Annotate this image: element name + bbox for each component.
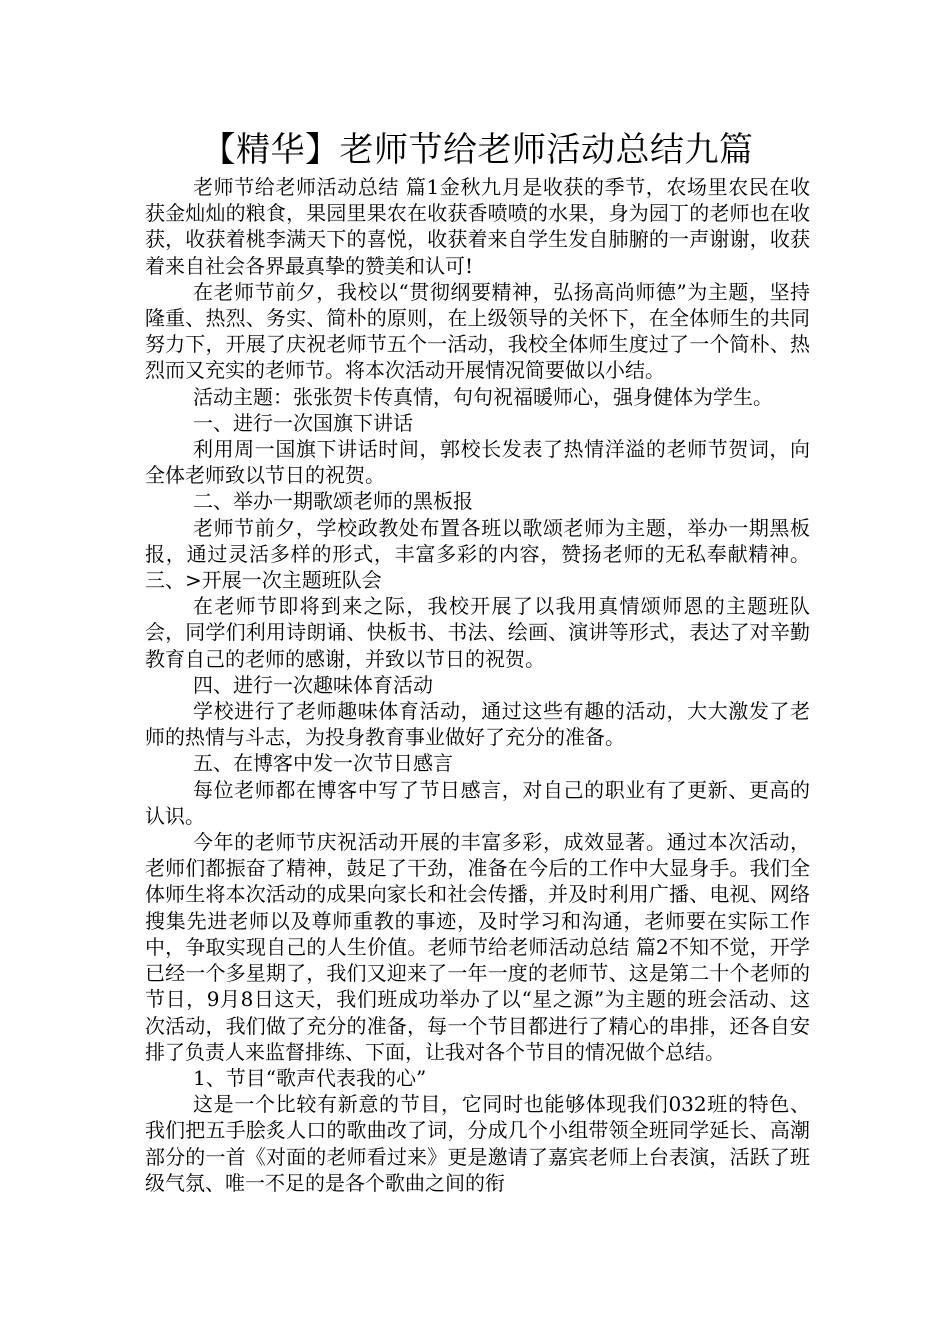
section-heading-2: 二、举办一期歌颂老师的黑板报	[193, 489, 473, 514]
paragraph-theme: 活动主题：张张贺卡传真情，句句祝福暖师心，强身健体为学生。	[193, 384, 773, 409]
paragraph-program-1: 这是一个比较有新意的节目，它同时也能够体现我们032班的特色、我们把五手脍炙人口的歌曲改了词，分成几个小组带领全班同学延长、高潮部分的一首《对面的老师看过来》更是邀请了嘉宾老师上台表演，活跃了班级气氛、唯一不足的是各个歌曲之间的衔	[145, 1092, 810, 1195]
section-heading-5: 五、在博客中发一次节日感言	[193, 751, 453, 776]
paragraph-section-4: 学校进行了老师趣味体育活动，通过这些有趣的活动，大大激发了老师的热情与斗志，为投身教育事业做好了充分的准备。	[145, 699, 810, 750]
document-title: 【精华】老师节给老师活动总结九篇	[201, 130, 754, 170]
section-heading-4: 四、进行一次趣味体育活动	[193, 672, 433, 697]
paragraph-section-5: 每位老师都在博客中写了节日感言，对自己的职业有了更新、更高的认识。	[145, 777, 810, 828]
paragraph-background: 在老师节前夕，我校以“贯彻纲要精神，弘扬高尚师德”为主题，坚持隆重、热烈、务实、简朴的原则，在上级领导的关怀下，在全体师生的共同努力下，开展了庆祝老师节五个一活动，我校全体师生度过了一个简朴、热烈而又充实的老师节。将本次活动开展情况简要做以小结。	[145, 279, 810, 383]
paragraph-summary: 今年的老师节庆祝活动开展的丰富多彩，成效显著。通过本次活动，老师们都振奋了精神，鼓足了干劲，准备在今后的工作中大显身手。我们全体师生将本次活动的成果向家长和社会传播，并及时利用广播、电视、网络搜集先进老师以及尊师重教的事迹，及时学习和沟通，老师要在实际工作中，争取实现自己的人生价值。老师节给老师活动总结 篇2不知不觉，开学已经一个多星期了，我们又迎来了一年一度的老师节、这是第二十个老师的节日，9月8日这天，我们班成功举办了以“星之源”为主题的班会活动、这次活动，我们做了充分的准备，每一个节目都进行了精心的串排，还各自安排了负责人来监督排练、下面，让我对各个节目的情况做个总结。	[145, 830, 810, 1064]
paragraph-section-3: 在老师节即将到来之际，我校开展了以我用真情颂师恩的主题班队会，同学们利用诗朗诵、快板书、书法、绘画、演讲等形式，表达了对辛勤教育自己的老师的感谢，并致以节日的祝贺。	[145, 594, 810, 671]
document-page	[145, 128, 810, 1196]
section-heading-1: 一、进行一次国旗下讲话	[193, 410, 413, 435]
program-heading-1: 1、节目“歌声代表我的心”	[193, 1065, 427, 1090]
paragraph-intro: 老师节给老师活动总结 篇1金秋九月是收获的季节，农场里农民在收获金灿灿的粮食，果园里果农在收获香喷喷的水果，身为园丁的老师也在收获，收获着桃李满天下的喜悦，收获着来自学生发自肺腑的一声谢谢，收获着来自社会各界最真挚的赞美和认可!	[145, 175, 810, 278]
paragraph-section-2: 老师节前夕，学校政教处布置各班以歌颂老师为主题，举办一期黑板报，通过灵活多样的形式，丰富多彩的内容，赞扬老师的无私奉献精神。三、>开展一次主题班队会	[145, 515, 810, 593]
paragraph-section-1: 利用周一国旗下讲话时间，郭校长发表了热情洋溢的老师节贺词，向全体老师致以节日的祝贺。	[145, 437, 810, 488]
